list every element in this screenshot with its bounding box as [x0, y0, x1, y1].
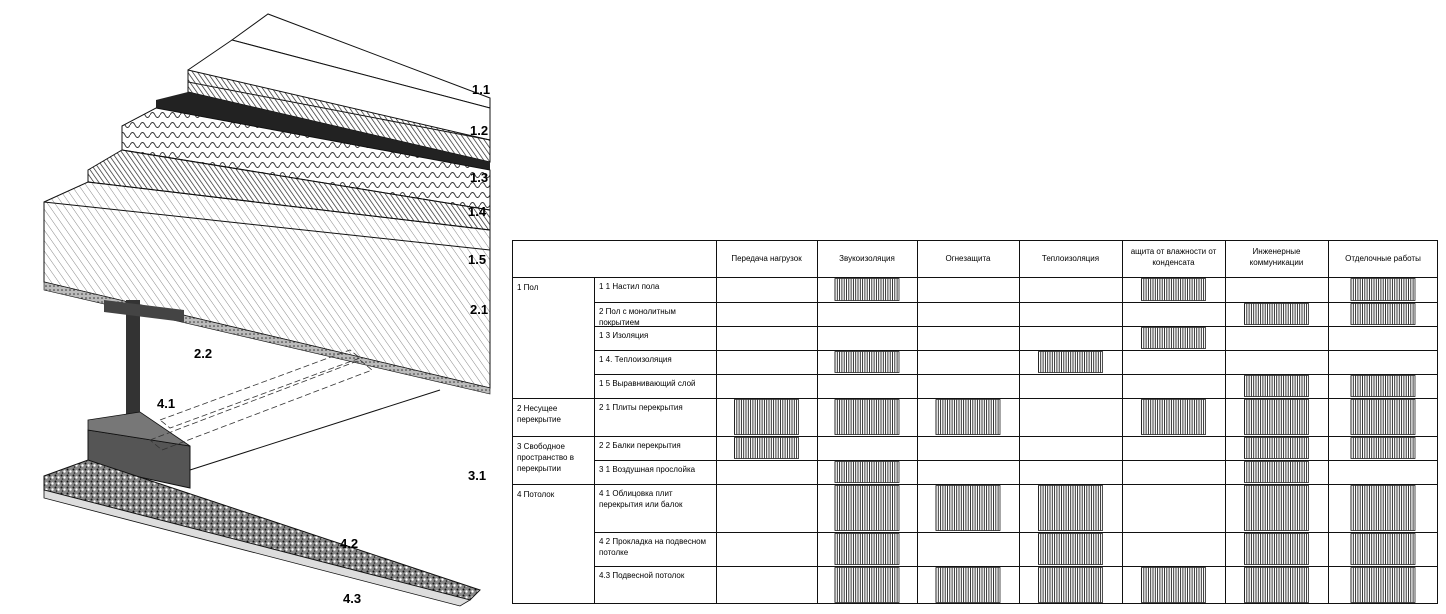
- label-1-4: 1.4: [468, 204, 487, 219]
- row-label: 4 2 Прокладка на подвесном потолке: [599, 537, 707, 557]
- label-1-2: 1.2: [470, 123, 489, 138]
- row-label: 2 2 Балки перекрытия: [599, 441, 681, 450]
- label-1-5: 1.5: [468, 252, 487, 267]
- column-header: Отделочные работы: [1345, 254, 1421, 263]
- label-4-2: 4.2: [340, 536, 359, 551]
- column-header: Звукоизоляция: [839, 254, 895, 263]
- column-header: Инженерные коммуникации: [1249, 247, 1304, 267]
- row-label: 4.3 Подвесной потолок: [599, 571, 685, 580]
- label-3-1: 3.1: [468, 468, 487, 483]
- row-label: 4 1 Облицовка плит перекрытия или балок: [599, 489, 683, 509]
- row-label: 1 4. Теплоизоляция: [599, 355, 672, 364]
- row-label: 1 3 Изоляция: [599, 331, 649, 340]
- row-label: 1 5 Выравнивающий слой: [599, 379, 696, 388]
- label-4-3: 4.3: [343, 591, 362, 606]
- row-label: 1 1 Настил пола: [599, 282, 660, 291]
- function-matrix-table: [512, 240, 1438, 604]
- label-2-1: 2.1: [470, 302, 489, 317]
- label-2-2: 2.2: [194, 346, 213, 361]
- column-header: Огнезащита: [945, 254, 991, 263]
- row-label: 2 1 Плиты перекрытия: [599, 403, 683, 412]
- column-header: Передача нагрузок: [731, 254, 802, 263]
- column-header: Теплоизоляция: [1041, 254, 1100, 263]
- group-label: 1 Пол: [517, 283, 539, 292]
- label-1-3: 1.3: [470, 170, 489, 185]
- group-label: 3 Свободное пространство в перекрытии: [517, 442, 574, 473]
- column-header: ащита от влажности от конденсата: [1130, 247, 1217, 267]
- floor-construction-drawing: [0, 0, 500, 614]
- label-1-1: 1.1: [472, 82, 491, 97]
- group-label: 2 Несущее перекрытие: [517, 404, 561, 424]
- ceiling-board: [44, 460, 480, 600]
- label-4-1: 4.1: [157, 396, 176, 411]
- row-label: 3 1 Воздушная прослойка: [599, 465, 696, 474]
- group-label: 4 Потолок: [517, 490, 555, 499]
- row-label: 2 Пол с монолитным покрытием: [599, 307, 676, 327]
